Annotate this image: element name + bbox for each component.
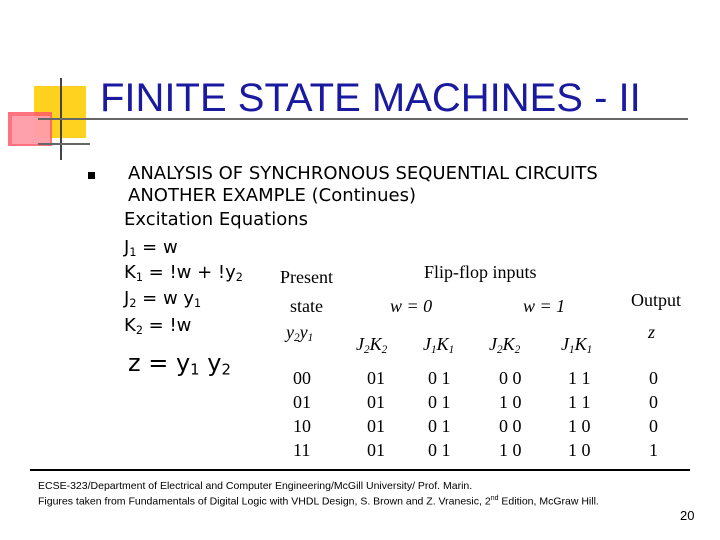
slide-title: FINITE STATE MACHINES - II xyxy=(100,76,641,120)
table-row-cell: 01 xyxy=(367,368,385,388)
equation-k2: $K_2 = !w$ xyxy=(124,315,192,337)
table-row-cell: 0 0 xyxy=(499,368,522,388)
equation-j2: $J_2 = w$ $y_1$ xyxy=(124,288,202,310)
table-row-cell: 1 1 xyxy=(568,368,591,388)
table-w1-label: w = 1 xyxy=(523,296,566,316)
table-row-cell: 1 0 xyxy=(568,440,591,460)
table-col-header-2: $J_1K_1$ xyxy=(423,334,455,356)
table-output-var: z xyxy=(648,322,656,342)
table-col-header-4: $J_1K_1$ xyxy=(561,334,593,356)
table-row-state: 00 xyxy=(293,368,311,388)
logo-horizontal-line xyxy=(38,143,90,145)
excitation-heading: Excitation Equations xyxy=(124,209,308,230)
table-row-output: 1 xyxy=(649,440,658,460)
page-number: 20 xyxy=(680,508,695,523)
table-row-state: 01 xyxy=(293,392,311,412)
table-row-output: 0 xyxy=(649,392,658,412)
table-row-cell: 01 xyxy=(367,440,385,460)
equation-k1: $K_1 = !w + !y_2$ xyxy=(124,262,243,284)
table-row-cell: 1 0 xyxy=(499,440,522,460)
table-output-label: Output xyxy=(631,290,682,310)
table-col-header-3: $J_2K_2$ xyxy=(489,334,521,356)
bullet-line-1: ANALYSIS OF SYNCHRONOUS SEQUENTIAL CIRCUITS xyxy=(128,163,598,184)
table-row-cell: 01 xyxy=(367,392,385,412)
table-flipflop-label: Flip-flop inputs xyxy=(424,262,537,282)
table-row-state: 11 xyxy=(293,440,311,460)
equation-j1: $J_1 = w$ xyxy=(124,237,178,259)
table-row-cell: 0 1 xyxy=(428,368,451,388)
table-w0-label: w = 0 xyxy=(390,296,433,316)
table-row-cell: 01 xyxy=(367,416,385,436)
table-col-header-1: $J_2K_2$ xyxy=(356,334,388,356)
table-row-output: 0 xyxy=(649,368,658,388)
footer-divider xyxy=(30,469,690,471)
table-row-cell: 0 1 xyxy=(428,392,451,412)
table-present-label: Present xyxy=(280,267,333,287)
logo-pink-square xyxy=(12,116,50,144)
footer-line-2: Figures taken from Fundamentals of Digital Logic with VHDL Design, S. Brown and Z. Vranesic, 2nd Edition, McGraw Hill. xyxy=(38,495,599,508)
table-row-cell: 0 1 xyxy=(428,416,451,436)
table-state-label: state xyxy=(290,296,323,316)
table-row-cell: 1 0 xyxy=(568,416,591,436)
table-row-state: 10 xyxy=(293,416,311,436)
table-state-vars: $y_2y_1$ xyxy=(286,322,314,344)
table-row-output: 0 xyxy=(649,416,658,436)
footer-line-1: ECSE-323/Department of Electrical and Computer Engineering/McGill University/ Prof. Marin. xyxy=(38,480,473,492)
bullet-line-2: ANOTHER EXAMPLE (Continues) xyxy=(128,185,416,206)
table-row-cell: 0 1 xyxy=(428,440,451,460)
table-row-cell: 1 0 xyxy=(499,392,522,412)
equation-z: $z = y_1$ $y_2$ xyxy=(128,349,231,379)
bullet-square-icon xyxy=(88,172,95,179)
table-row-cell: 1 1 xyxy=(568,392,591,412)
table-row-cell: 0 0 xyxy=(499,416,522,436)
